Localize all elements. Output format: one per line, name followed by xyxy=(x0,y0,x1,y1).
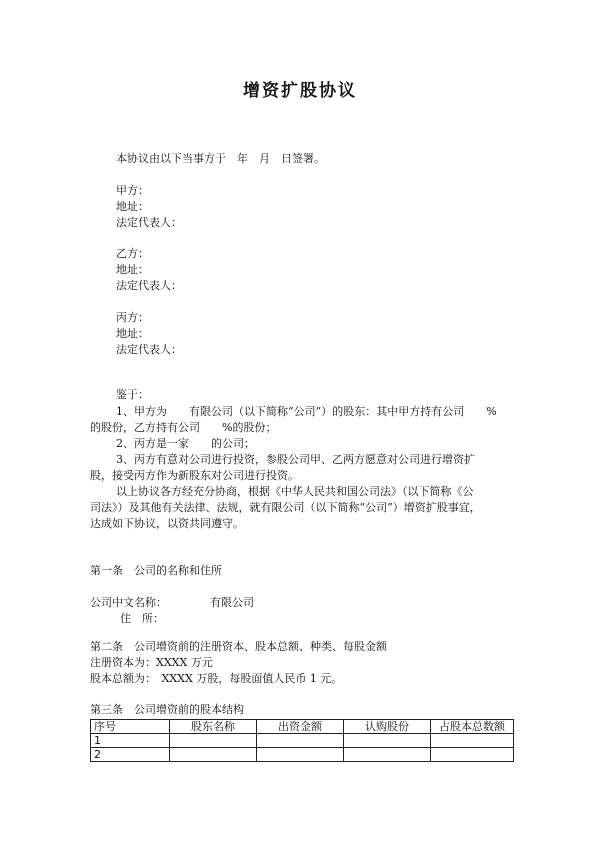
party-c-address: 地址： xyxy=(116,327,149,340)
table-row xyxy=(91,734,514,748)
party-b-name: 乙方： xyxy=(116,247,149,260)
table-cell: 1 xyxy=(91,734,170,748)
total-shares: 股本总额为： XXXX 万股，每股面值人民币 1 元。 xyxy=(90,672,343,685)
party-b-rep: 法定代表人： xyxy=(116,279,182,292)
party-a-name: 甲方： xyxy=(116,184,149,197)
table-cell xyxy=(257,734,344,748)
company-name-label: 公司中文名称： xyxy=(90,596,167,609)
table-cell xyxy=(170,734,257,748)
company-address-label: 住 所： xyxy=(120,612,164,625)
table-header-cell: 出资金额 xyxy=(257,720,344,734)
whereas-item1-line2: 的股份，乙方持有公司 %的股份； xyxy=(90,421,277,434)
table-header-cell: 股东名称 xyxy=(170,720,257,734)
whereas-para-line2: 司法》）及其他有关法律、法规，就有限公司（以下简称“公司”）增资扩股事宜， xyxy=(90,501,481,514)
article1-heading: 第一条 公司的名称和住所 xyxy=(90,564,222,577)
party-c-name: 丙方： xyxy=(116,311,149,324)
document-title: 增资扩股协议 xyxy=(243,81,357,101)
whereas-para-line1: 以上协议各方经充分协商，根据《中华人民共和国公司法》（以下简称《公 xyxy=(116,485,474,498)
table-header-row xyxy=(91,720,514,734)
whereas-item3-line2: 股，接受丙方作为新股东对公司进行投资。 xyxy=(90,469,299,482)
table-header-cell: 占股本总数额 xyxy=(431,720,514,734)
whereas-item2: 2、丙方是一家 的公司； xyxy=(116,437,255,450)
table-cell: 2 xyxy=(91,748,170,762)
article2-heading: 第二条 公司增资前的注册资本、股本总额、种类、每股金额 xyxy=(90,640,387,653)
party-a-rep: 法定代表人： xyxy=(116,216,182,229)
table-cell xyxy=(431,748,514,762)
table-cell xyxy=(344,748,431,762)
intro-line: 本协议由以下当事方于 年 月 日签署。 xyxy=(116,152,325,165)
registered-capital: 注册资本为：XXXX 万元 xyxy=(90,656,213,669)
table-row xyxy=(91,748,514,762)
table-header-cell: 认购股份 xyxy=(344,720,431,734)
article3-heading: 第三条 公司增资前的股本结构 xyxy=(90,703,244,716)
party-a-address: 地址： xyxy=(116,200,149,213)
whereas-para-line3: 达成如下协议，以资共同遵守。 xyxy=(90,517,244,530)
whereas-heading: 鉴于： xyxy=(116,388,149,401)
share-structure-table xyxy=(90,719,514,762)
table-cell xyxy=(170,748,257,762)
table-cell xyxy=(344,734,431,748)
company-name-value: 有限公司 xyxy=(210,596,254,609)
party-c-rep: 法定代表人： xyxy=(116,343,182,356)
party-b-address: 地址： xyxy=(116,263,149,276)
table-cell xyxy=(257,748,344,762)
whereas-item3-line1: 3、丙方有意对公司进行投资，参股公司甲、乙两方愿意对公司进行增资扩 xyxy=(116,453,475,466)
whereas-item1-line1: 1、甲方为 有限公司（以下简称“公司”）的股东：其中甲方持有公司 % xyxy=(116,405,497,418)
table-header-cell: 序号 xyxy=(91,720,170,734)
table-cell xyxy=(431,734,514,748)
